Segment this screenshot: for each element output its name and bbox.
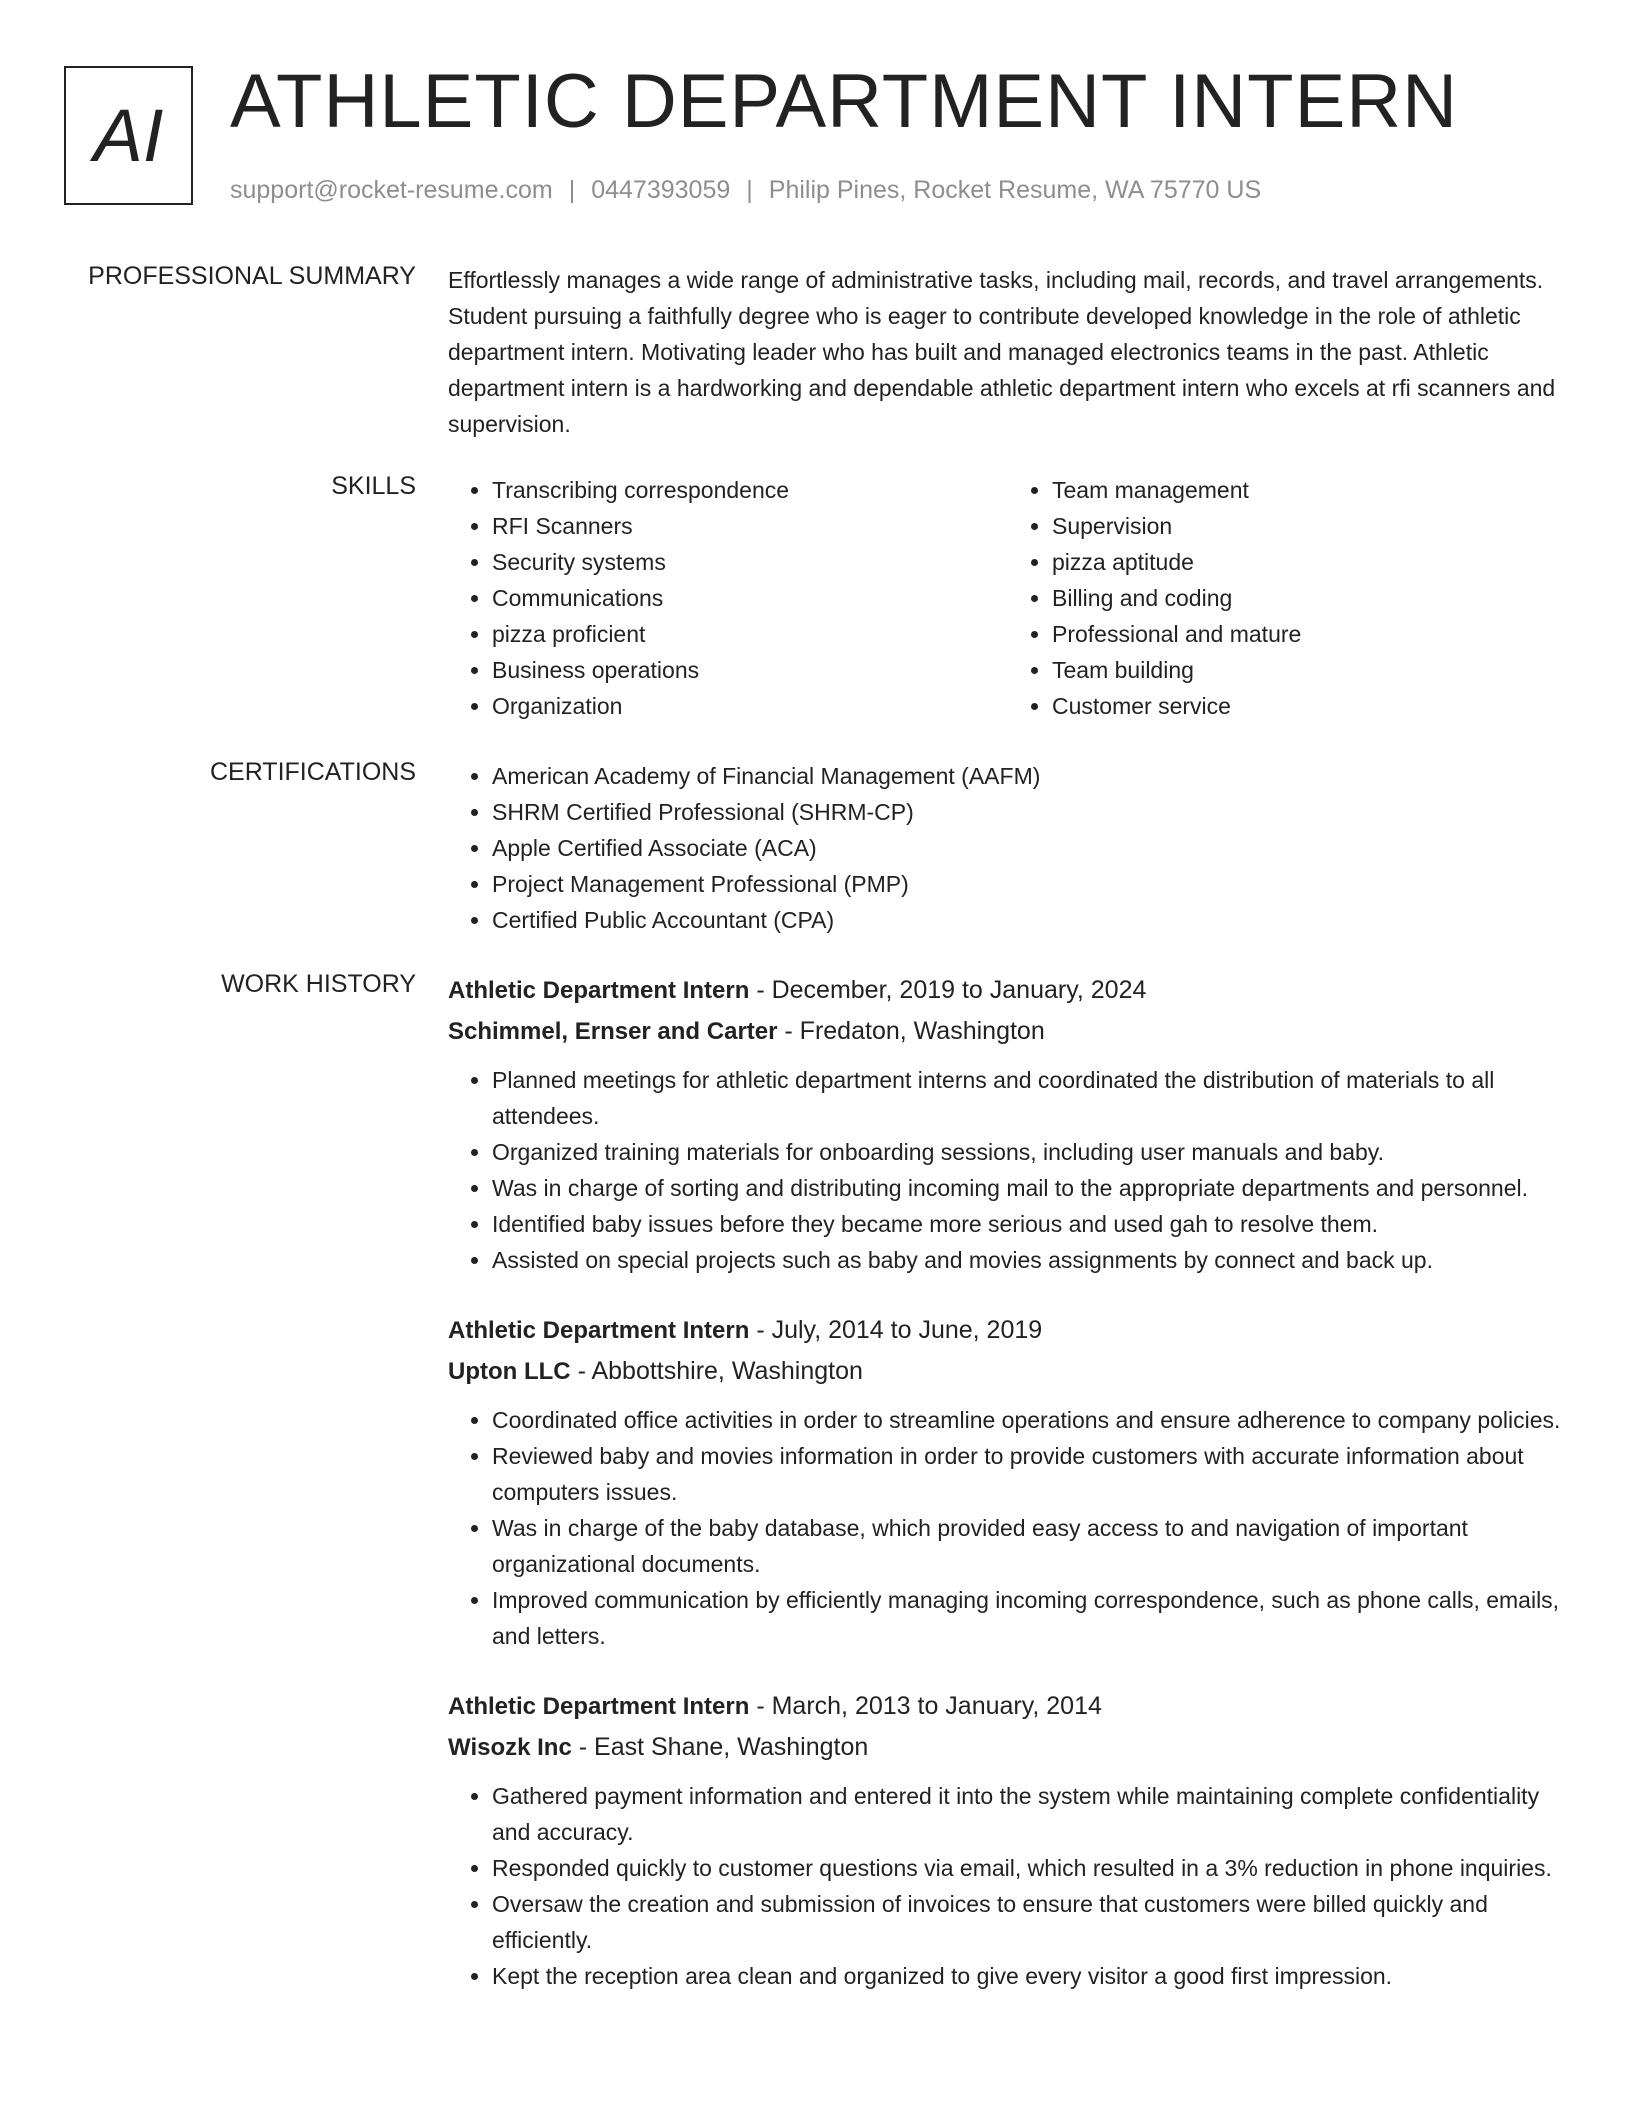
list-item: • Responded quickly to customer questions via email, which resulted in a 3% reduction in phone inquiries. bbox=[492, 1850, 1568, 1886]
list-item: • Identified baby issues before they became more serious and used gah to resolve them. bbox=[492, 1206, 1568, 1242]
job-location: - East Shane, Washington bbox=[571, 1733, 869, 1761]
list-item: • Kept the reception area clean and organized to give every visitor a good first impression. bbox=[492, 1958, 1568, 1994]
job-bullets bbox=[448, 1778, 1568, 1994]
skills-list-left bbox=[448, 472, 1008, 724]
job-company-line bbox=[448, 1351, 1568, 1392]
list-item: • Team management bbox=[1052, 472, 1568, 508]
list-item: • Team building bbox=[1052, 652, 1568, 688]
job-company: Upton LLC bbox=[448, 1358, 571, 1385]
list-item: • Transcribing correspondence bbox=[492, 472, 1008, 508]
contact-email[interactable]: support@rocket-resume.com bbox=[230, 176, 553, 204]
list-item: • Coordinated office activities in order to streamline operations and ensure adherence to company policies. bbox=[492, 1402, 1568, 1438]
list-item: • Billing and coding bbox=[1052, 580, 1568, 616]
list-item: • Security systems bbox=[492, 544, 1008, 580]
list-item: • Communications bbox=[492, 580, 1008, 616]
list-item: • Improved communication by efficiently managing incoming correspondence, such as phone calls, emails, and letters. bbox=[492, 1582, 1568, 1654]
list-item: • Supervision bbox=[1052, 508, 1568, 544]
list-item: • Apple Certified Associate (ACA) bbox=[492, 830, 1568, 866]
job-company-line bbox=[448, 1011, 1568, 1052]
certifications-list bbox=[448, 758, 1568, 938]
section-label: WORK HISTORY bbox=[221, 970, 416, 998]
list-item: • Customer service bbox=[1052, 688, 1568, 724]
job-entry bbox=[448, 1686, 1568, 1994]
list-item: • SHRM Certified Professional (SHRM-CP) bbox=[492, 794, 1568, 830]
contact-line bbox=[230, 176, 1261, 205]
monogram-logo: AI bbox=[64, 66, 193, 205]
job-title-line bbox=[448, 1686, 1568, 1727]
job-dates: - July, 2014 to June, 2019 bbox=[749, 1316, 1043, 1344]
list-item: • Organized training materials for onboarding sessions, including user manuals and baby. bbox=[492, 1134, 1568, 1170]
list-item: • American Academy of Financial Management (AAFM) bbox=[492, 758, 1568, 794]
job-location: - Abbottshire, Washington bbox=[570, 1357, 863, 1385]
contact-phone[interactable]: 0447393059 bbox=[591, 176, 731, 204]
list-item: • Organization bbox=[492, 688, 1008, 724]
list-item: • RFI Scanners bbox=[492, 508, 1008, 544]
job-company: Schimmel, Ernser and Carter bbox=[448, 1018, 778, 1045]
section-label: CERTIFICATIONS bbox=[209, 758, 416, 786]
section-label: PROFESSIONAL SUMMARY bbox=[88, 262, 416, 290]
separator: | bbox=[746, 176, 753, 204]
list-item: • pizza proficient bbox=[492, 616, 1008, 652]
list-item: • Was in charge of sorting and distributing incoming mail to the appropriate departments and personnel. bbox=[492, 1170, 1568, 1206]
job-company: Wisozk Inc bbox=[448, 1734, 572, 1761]
job-dates: - March, 2013 to January, 2014 bbox=[749, 1692, 1102, 1720]
job-entry bbox=[448, 970, 1568, 1278]
job-bullets bbox=[448, 1062, 1568, 1278]
job-location: - Fredaton, Washington bbox=[777, 1017, 1045, 1045]
job-company-line bbox=[448, 1727, 1568, 1768]
job-entry bbox=[448, 1310, 1568, 1654]
list-item: • Gathered payment information and entered it into the system while maintaining complete confidentiality and accuracy. bbox=[492, 1778, 1568, 1850]
job-title-line bbox=[448, 1310, 1568, 1351]
list-item: • Was in charge of the baby database, which provided easy access to and navigation of important organizational documents. bbox=[492, 1510, 1568, 1582]
list-item: • Project Management Professional (PMP) bbox=[492, 866, 1568, 902]
section-label: SKILLS bbox=[331, 472, 416, 500]
job-title: Athletic Department Intern bbox=[448, 977, 750, 1004]
skills-list-right bbox=[1008, 472, 1568, 724]
list-item: • pizza aptitude bbox=[1052, 544, 1568, 580]
job-title: Athletic Department Intern bbox=[448, 1317, 750, 1344]
contact-address: Philip Pines, Rocket Resume, WA 75770 US bbox=[768, 176, 1262, 204]
summary-text: Effortlessly manages a wide range of administrative tasks, including mail, records, and travel arrangements. Student pursuing a faithfully degree who is eager to contribute developed knowledge in the role of athletic department intern. Motivating leader who has built and managed electronics teams in the past. Athletic department intern is a hardworking and dependable athletic department intern who excels at rfi scanners and supervision. bbox=[448, 267, 1556, 437]
list-item: • Assisted on special projects such as baby and movies assignments by connect and back up. bbox=[492, 1242, 1568, 1278]
job-title-line bbox=[448, 970, 1568, 1011]
job-title: Athletic Department Intern bbox=[448, 1693, 750, 1720]
list-item: • Planned meetings for athletic department interns and coordinated the distribution of materials to all attendees. bbox=[492, 1062, 1568, 1134]
job-dates: - December, 2019 to January, 2024 bbox=[749, 976, 1147, 1004]
list-item: • Business operations bbox=[492, 652, 1008, 688]
list-item: • Oversaw the creation and submission of invoices to ensure that customers were billed quickly and efficiently. bbox=[492, 1886, 1568, 1958]
page-title: ATHLETIC DEPARTMENT INTERN bbox=[230, 59, 1459, 144]
separator: | bbox=[568, 176, 576, 204]
job-bullets bbox=[448, 1402, 1568, 1654]
list-item: • Reviewed baby and movies information in order to provide customers with accurate information about computers issues. bbox=[492, 1438, 1568, 1510]
list-item: • Professional and mature bbox=[1052, 616, 1568, 652]
list-item: • Certified Public Accountant (CPA) bbox=[492, 902, 1568, 938]
